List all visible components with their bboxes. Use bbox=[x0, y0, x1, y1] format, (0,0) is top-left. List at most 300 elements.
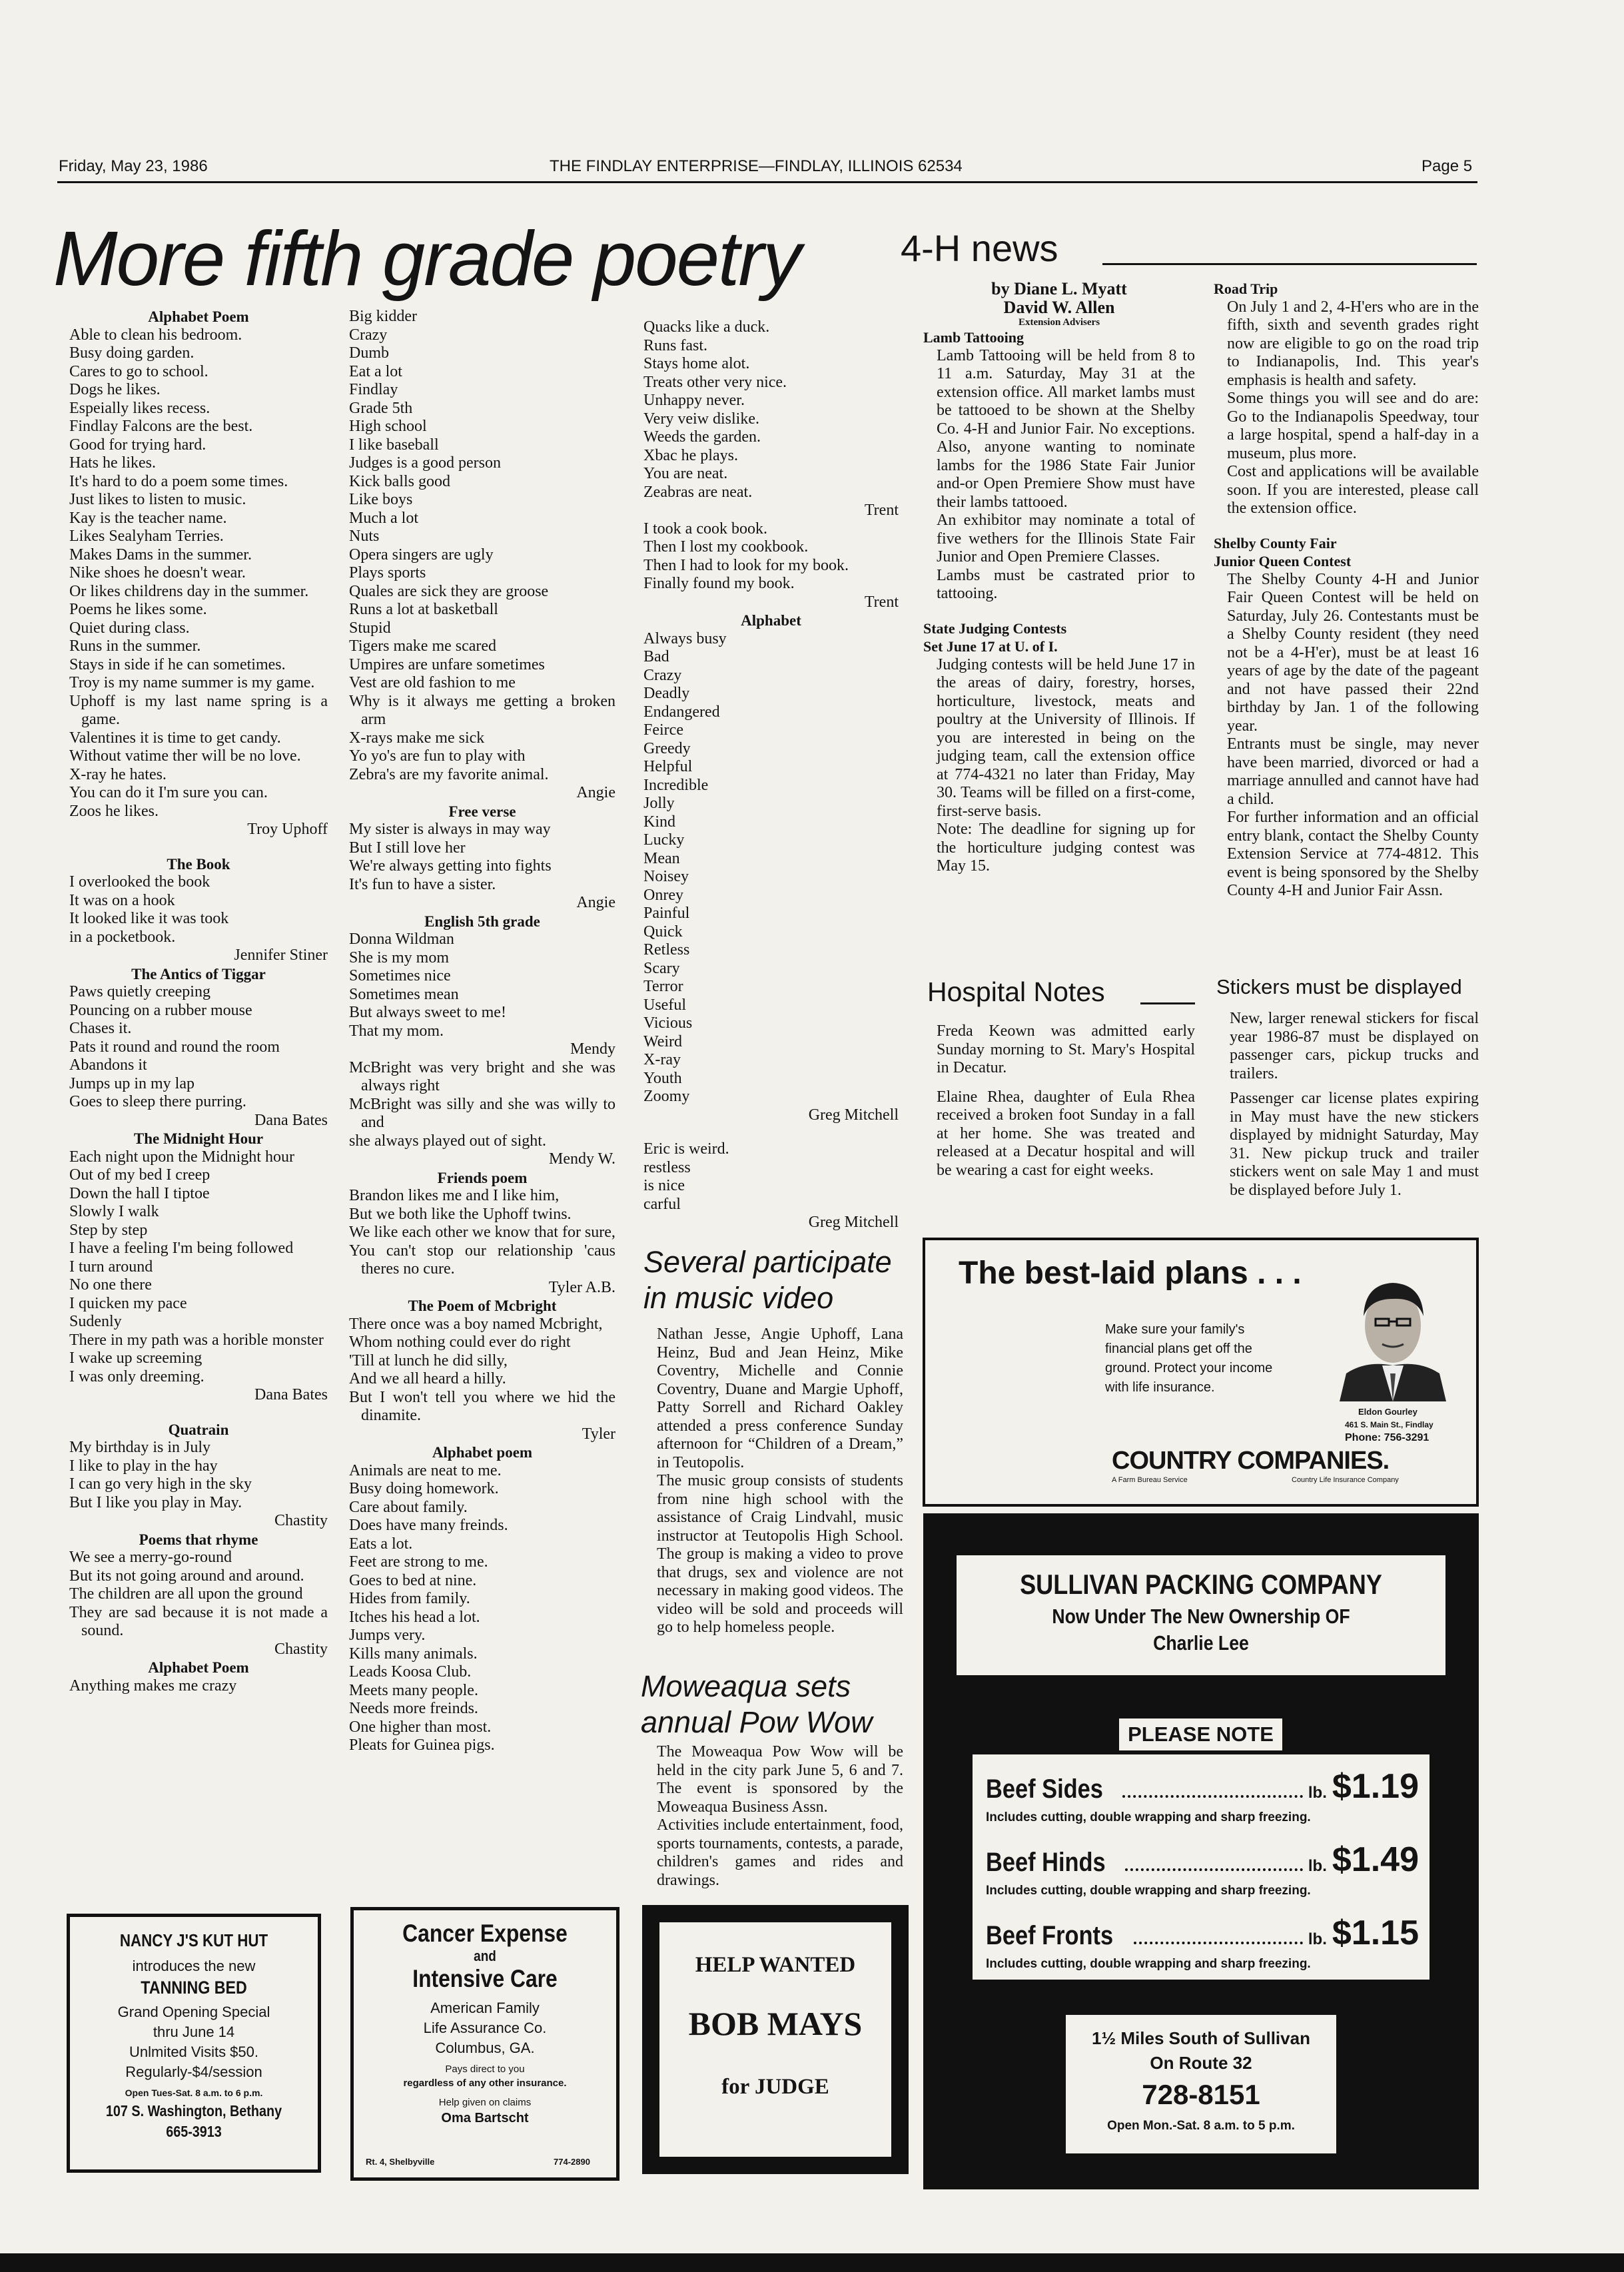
poem-line: I can go very high in the sky bbox=[69, 1475, 252, 1493]
price-leader bbox=[1125, 1868, 1303, 1871]
pow-wow-p1: The Moweaqua Pow Wow will be held in the city park June 5, 6 and 7. The event is sponsored by the Moweaqua Business Assn. bbox=[657, 1743, 903, 1816]
poem-column-2 bbox=[349, 308, 615, 1755]
poem-line: Onrey bbox=[643, 886, 683, 904]
poem-line: My sister is always in may way bbox=[349, 821, 551, 838]
poem-line: Meets many people. bbox=[349, 1681, 478, 1699]
lamb-p3: Lambs must be castrated prior to tattooing. bbox=[937, 566, 1195, 602]
cancer-line-12: 774-2890 bbox=[554, 2157, 590, 2167]
poem-line: But I still love her bbox=[349, 839, 466, 857]
cancer-line-4: American Family bbox=[430, 2000, 540, 2016]
poem-line: Kick balls good bbox=[349, 472, 450, 490]
lamb-p1: Lamb Tattooing will be held from 8 to 11 a.m. Saturday, May 31 at the extension office. All market lambs must be tattooed to be shown at the Shelby Co. 4-H and Junior Fair. No exceptions. Also, anyone wanting to nominate lambs for the 1986 State Fair Junior and-or Open Premiere Show must have their lambs tattooed. bbox=[937, 346, 1195, 511]
road-trip-p1: On July 1 and 2, 4-H'ers who are in the fifth, sixth and seventh grades right now are eligible to go on the road trip to Indianapolis, Ind. This year's emphasis is health and safety. bbox=[1227, 298, 1479, 389]
sullivan-note-badge: PLEASE NOTE bbox=[1119, 1718, 1282, 1750]
fourh-byline-1: by Diane L. Myatt bbox=[991, 279, 1127, 298]
poem-line: Zoos he likes. bbox=[69, 802, 159, 820]
poem-line: Good for trying hard. bbox=[69, 436, 206, 454]
page-headline: More fifth grade poetry bbox=[53, 215, 801, 302]
poem-line: And we all heard a hilly. bbox=[349, 1370, 506, 1387]
poem-line: But I like you play in May. bbox=[69, 1493, 242, 1511]
price-item-note: Includes cutting, double wrapping and sharp freezing. bbox=[986, 1884, 1311, 1898]
poem-line: Noisey bbox=[643, 868, 689, 885]
poem-line: Sometimes nice bbox=[349, 967, 451, 984]
poem-title: Poems that rhyme bbox=[139, 1531, 258, 1548]
poem-line: Eat a lot bbox=[349, 362, 402, 380]
poem-line: Grade 5th bbox=[349, 399, 413, 417]
paper-name: THE FINDLAY ENTERPRISE—FINDLAY, ILLINOIS 62534 bbox=[550, 157, 963, 175]
poem-line: Stays in side if he can sometimes. bbox=[69, 655, 286, 673]
pow-wow-p2: Activities include entertainment, food, sports tournaments, contests, a parade, children's games and rides and drawings. bbox=[657, 1816, 903, 1889]
poem-title: Free verse bbox=[448, 803, 516, 820]
poem-author: Mendy W. bbox=[548, 1150, 615, 1168]
poem-line: We like each other we know that for sure, bbox=[349, 1224, 615, 1241]
cancer-line-10: Oma Bartscht bbox=[441, 2111, 529, 2125]
poem-line: Eric is weird. bbox=[643, 1140, 729, 1158]
poem-line: Paws quietly creeping bbox=[69, 983, 210, 1000]
poem-line: Scary bbox=[643, 959, 680, 977]
poem-line: Yo yo's are fun to play with bbox=[349, 747, 526, 765]
poem-column-3 bbox=[643, 318, 899, 1232]
poem-author: Trent bbox=[864, 502, 899, 519]
poem-line: Quales are sick they are groose bbox=[349, 582, 549, 600]
poem-author: Jennifer Stiner bbox=[234, 947, 328, 964]
poem-author: Chastity bbox=[274, 1640, 328, 1658]
poem-title: Alphabet poem bbox=[432, 1444, 533, 1461]
poem-line: Jolly bbox=[643, 795, 675, 812]
nancy-line-7: Open Tues-Sat. 8 a.m. to 6 p.m. bbox=[125, 2087, 263, 2098]
poem-line: Whom nothing could ever do right bbox=[349, 1333, 571, 1351]
fourh-column-left bbox=[923, 280, 1195, 876]
poem-line: Busy doing garden. bbox=[69, 344, 195, 362]
music-video-p2: The music group consists of students from nine high school with the assistance of Craig Lindvahl, music instructor at Teutopolis High School. The group is making a video to prove that drugs, sex and violence are not necessary in making good videos. The video will be sold and proceeds will go to help homeless people. bbox=[657, 1472, 903, 1636]
price-leader bbox=[1134, 1942, 1303, 1944]
poem-line: We're always getting into fights bbox=[349, 857, 552, 875]
price-item-name: Beef Fronts bbox=[986, 1921, 1114, 1950]
poem-line: Each night upon the Midnight hour bbox=[69, 1148, 294, 1166]
poem-author: Troy Uphoff bbox=[247, 821, 328, 838]
poem-line: Eats a lot. bbox=[349, 1535, 413, 1553]
help-wanted-ad bbox=[659, 1922, 891, 2157]
poem-line: Jumps up in my lap bbox=[69, 1074, 195, 1092]
bottom-edge bbox=[0, 2253, 1624, 2272]
price-unit: lb. bbox=[1308, 1857, 1327, 1875]
poem-line: she always played out of sight. bbox=[349, 1132, 546, 1150]
poem-line: Anything makes me crazy bbox=[69, 1677, 237, 1695]
cancer-expense-ad bbox=[350, 1907, 619, 2181]
poem-line: Step by step bbox=[69, 1221, 148, 1239]
poem-line: Finally found my book. bbox=[643, 575, 795, 592]
judging-subhead-1: State Judging Contests bbox=[923, 619, 1067, 637]
cancer-line-11: Rt. 4, Shelbyville bbox=[366, 2157, 435, 2167]
poem-line: Bad bbox=[643, 648, 669, 665]
poem-line: Youth bbox=[643, 1069, 682, 1087]
poem-line: You can't stop our relationship 'caus theres no cure. bbox=[349, 1242, 615, 1278]
pow-wow-article bbox=[643, 1743, 903, 1890]
poem-line: Hats he likes. bbox=[69, 454, 156, 472]
spacer bbox=[69, 1405, 328, 1421]
cancer-line-6: Columbus, GA. bbox=[435, 2040, 535, 2056]
hospital-heading-rule bbox=[1140, 1002, 1195, 1004]
page-number: Page 5 bbox=[1421, 157, 1473, 175]
poem-line: Deadly bbox=[643, 685, 690, 702]
nancy-line-5: Unlmited Visits $50. bbox=[129, 2044, 258, 2060]
issue-date: Friday, May 23, 1986 bbox=[59, 157, 208, 175]
music-video-headline: Several participate in music video bbox=[643, 1245, 892, 1315]
music-video-p1: Nathan Jesse, Angie Uphoff, Lana Heinz, Bud and Jean Heinz, Mike Coventry, Michelle and Connie Coventry, Duane and Margie Uphoff, Patty Sorrell and Richard Oakley attended a press conference Sunday afternoon for “Children of a Dream,” in Teutopolis. bbox=[657, 1325, 903, 1471]
poem-line: McBright was silly and she was willy to and bbox=[349, 1095, 615, 1131]
poem-line: Opera singers are ugly bbox=[349, 546, 494, 564]
price-value: $1.15 bbox=[1332, 1914, 1419, 1952]
sullivan-ad-panel-top bbox=[957, 1555, 1445, 1675]
poem-line: Abandons it bbox=[69, 1056, 147, 1074]
fair-p1: The Shelby County 4-H and Junior Fair Queen Contest will be held on Saturday, July 26. Contestants must be a Shelby County resident (they need not be a 4-H'er), must be at least 16 years of age by the date of the pageant and not have passed their 22nd birthday by Jan. 1 of the following year. bbox=[1227, 570, 1479, 735]
cancer-line-9: Help given on claims bbox=[438, 2097, 532, 2108]
poem-line: Busy doing homework. bbox=[349, 1480, 499, 1497]
poem-line: Then I had to look for my book. bbox=[643, 556, 849, 574]
road-trip-p3: Cost and applications will be available soon. If you are interested, please call the extension office. bbox=[1227, 463, 1479, 517]
poem-title: Friends poem bbox=[437, 1169, 528, 1186]
sullivan-location-2: On Route 32 bbox=[1150, 2053, 1252, 2073]
price-value: $1.49 bbox=[1332, 1840, 1419, 1879]
stickers-p2: Passenger car license plates expiring in May must have the new stickers displayed by midnight Saturday, May 31. New pickup truck and trailer stickers went on sale May 1 and must be displayed before July 1. bbox=[1230, 1090, 1479, 1199]
poem-line: Painful bbox=[643, 905, 690, 922]
poem-line: Kay is the teacher name. bbox=[69, 509, 227, 527]
poem-line: restless bbox=[643, 1158, 691, 1176]
help-line-3: for JUDGE bbox=[721, 2075, 829, 2099]
poem-line: Pats it round and round the room bbox=[69, 1038, 280, 1056]
poem-author: Angie bbox=[576, 784, 615, 801]
poem-line: I like baseball bbox=[349, 436, 439, 454]
sullivan-hours: Open Mon.-Sat. 8 a.m. to 5 p.m. bbox=[1107, 2119, 1295, 2133]
poem-line: Zeabras are neat. bbox=[643, 483, 753, 501]
poem-line: in a pocketbook. bbox=[69, 928, 176, 946]
fourh-byline-2: David W. Allen bbox=[1003, 297, 1115, 317]
poem-line: McBright was very bright and she was always right bbox=[349, 1058, 615, 1094]
poem-line: Sometimes mean bbox=[349, 985, 459, 1003]
header-rule bbox=[57, 181, 1477, 183]
poem-line: Nuts bbox=[349, 528, 380, 545]
poem-line: I took a cook book. bbox=[643, 520, 767, 538]
poem-line: Quiet during class. bbox=[69, 619, 190, 637]
poem-title: The Poem of Mcbright bbox=[408, 1298, 557, 1314]
road-trip-p2: Some things you will see and do are: Go to the Indianapolis Speedway, tour a large hospital, spend a half-day in a museum, plus more. bbox=[1227, 390, 1479, 462]
fair-subhead-1: Shelby County Fair bbox=[1214, 534, 1337, 552]
judging-subhead-2: Set June 17 at U. of I. bbox=[923, 638, 1058, 655]
poem-line: Vicious bbox=[643, 1014, 693, 1032]
poem-author: Greg Mitchell bbox=[808, 1214, 899, 1231]
poem-column-1 bbox=[69, 308, 328, 1695]
poem-line: Vest are old fashion to me bbox=[349, 674, 516, 691]
poem-line: Quick bbox=[643, 923, 683, 941]
sullivan-phone: 728-8151 bbox=[1142, 2079, 1260, 2110]
poem-line: Nike shoes he doesn't wear. bbox=[69, 564, 246, 581]
hospital-p1: Freda Keown was admitted early Sunday morning to St. Mary's Hospital in Decatur. bbox=[937, 1022, 1195, 1076]
poem-line: Hides from family. bbox=[349, 1590, 470, 1607]
poem-line: Helpful bbox=[643, 758, 693, 775]
poem-line: Greedy bbox=[643, 739, 691, 757]
poem-author: Dana Bates bbox=[254, 1111, 328, 1129]
country-ad-tag-left: A Farm Bureau Service bbox=[1112, 1476, 1188, 1484]
cancer-line-2: and bbox=[474, 1948, 496, 1964]
fourh-byline-3: Extension Advisers bbox=[1018, 317, 1100, 328]
poem-line: Like boys bbox=[349, 491, 413, 508]
judging-p1: Judging contests will be held June 17 in the areas of dairy, forestry, horses, horticulture, livestock, meats and poultry at the University of Illinois. If you are interested in being on the judging team, call the extension office at 774-4321 no later than Friday, May 30. Teams will be filled on a first-come, first-serve basis. bbox=[937, 655, 1195, 820]
poem-line: Just likes to listen to music. bbox=[69, 491, 246, 508]
poem-author: Tyler A.B. bbox=[548, 1278, 615, 1296]
poem-line: You are neat. bbox=[643, 465, 728, 482]
poem-line: But always sweet to me! bbox=[349, 1004, 506, 1021]
fair-subhead-2: Junior Queen Contest bbox=[1214, 553, 1352, 569]
poem-line: X-ray bbox=[643, 1051, 681, 1068]
poem-line: Runs a lot at basketball bbox=[349, 601, 498, 618]
poem-line: Able to clean his bedroom. bbox=[69, 326, 242, 344]
price-unit: lb. bbox=[1308, 1930, 1327, 1948]
poem-line: Runs in the summer. bbox=[69, 637, 201, 655]
poem-line: Mean bbox=[643, 849, 680, 867]
poem-title: Alphabet Poem bbox=[148, 1659, 249, 1676]
poem-title: The Antics of Tiggar bbox=[131, 965, 266, 982]
country-ad-agent: Eldon Gourley bbox=[1358, 1407, 1418, 1417]
poem-line: Weird bbox=[643, 1032, 683, 1050]
poem-line: Uphoff is my last name spring is a game. bbox=[69, 692, 328, 728]
poem-line: High school bbox=[349, 418, 427, 435]
poem-line: But we both like the Uphoff twins. bbox=[349, 1205, 572, 1223]
poem-author: Trent bbox=[864, 593, 899, 611]
poem-line: They are sad because it is not made a sound. bbox=[69, 1603, 328, 1639]
poem-line: Troy is my name summer is my game. bbox=[69, 674, 315, 691]
poem-line: Dumb bbox=[349, 344, 389, 362]
poem-title: Quatrain bbox=[168, 1421, 229, 1438]
music-video-article bbox=[643, 1325, 903, 1637]
poem-title: English 5th grade bbox=[424, 913, 540, 930]
poem-line: Does have many freinds. bbox=[349, 1517, 508, 1534]
poem-line: I was only dreeming. bbox=[69, 1367, 204, 1385]
poem-line: Why is it always me getting a broken arm bbox=[349, 692, 615, 728]
poem-line: Cares to go to school. bbox=[69, 362, 208, 380]
poem-line: My birthday is in July bbox=[69, 1439, 211, 1456]
lamb-p2: An exhibitor may nominate a total of five wethers for the Illinois State Fair Junior and Open Premiere Classes. bbox=[937, 512, 1195, 566]
judging-p2: Note: The deadline for signing up for the horticulture judging contest was May 15. bbox=[937, 821, 1195, 875]
poem-line: Makes Dams in the summer. bbox=[69, 546, 252, 564]
poem-title: The Midnight Hour bbox=[133, 1130, 264, 1147]
price-row bbox=[986, 1913, 1419, 1972]
poem-title: Alphabet Poem bbox=[148, 308, 249, 325]
fair-p3: For further information and an official entry blank, contact the Shelby County Extension Service at 774-4812. This event is being sponsored by the Shelby County 4-H and Junior Fair Assn. bbox=[1227, 809, 1479, 899]
poem-line: Kind bbox=[643, 813, 675, 831]
poem-line: Runs fast. bbox=[643, 336, 707, 354]
hospital-article bbox=[923, 1022, 1195, 1180]
poem-line: I like to play in the hay bbox=[69, 1457, 218, 1475]
poem-line: Itches his head a lot. bbox=[349, 1608, 480, 1626]
road-trip-subhead: Road Trip bbox=[1214, 280, 1278, 297]
poem-line: Donna Wildman bbox=[349, 931, 454, 948]
poem-line: Jumps very. bbox=[349, 1627, 426, 1644]
poem-line: It was on a hook bbox=[69, 891, 175, 909]
price-item-name: Beef Hinds bbox=[986, 1848, 1106, 1877]
poem-line: But I won't tell you where we hid the dinamite. bbox=[349, 1388, 615, 1424]
country-ad-phone: Phone: 756-3291 bbox=[1345, 1432, 1429, 1443]
poem-line: Pouncing on a rubber mouse bbox=[69, 1001, 252, 1019]
poem-author: Angie bbox=[576, 894, 615, 911]
price-item-name: Beef Sides bbox=[986, 1774, 1103, 1804]
poem-line: Or likes childrens day in the summer. bbox=[69, 582, 309, 600]
poem-line: Espeially likes recess. bbox=[69, 399, 210, 417]
fourh-heading-rule bbox=[1102, 263, 1477, 265]
poem-line: Poems he likes some. bbox=[69, 601, 207, 618]
hospital-heading: Hospital Notes bbox=[927, 976, 1105, 1007]
poem-line: Then I lost my cookbook. bbox=[643, 538, 809, 556]
poem-line: Umpires are unfare sometimes bbox=[349, 655, 545, 673]
price-value: $1.19 bbox=[1332, 1767, 1419, 1806]
cancer-line-8: regardless of any other insurance. bbox=[403, 2078, 567, 2089]
poem-line: Quacks like a duck. bbox=[643, 318, 770, 336]
stickers-article bbox=[1216, 1010, 1479, 1200]
poem-line: Dogs he likes. bbox=[69, 381, 161, 398]
country-ad-tag-right: Country Life Insurance Company bbox=[1292, 1476, 1399, 1484]
poem-line: Brandon likes me and I like him, bbox=[349, 1187, 560, 1204]
poem-line: It looked like it was took bbox=[69, 910, 229, 927]
lamb-subhead: Lamb Tattooing bbox=[923, 329, 1024, 346]
poem-line: Down the hall I tiptoe bbox=[69, 1184, 210, 1202]
cancer-line-5: Life Assurance Co. bbox=[423, 2020, 547, 2036]
nancy-line-8: 107 S. Washington, Bethany bbox=[105, 2102, 282, 2119]
poem-line: Findlay bbox=[349, 381, 398, 398]
poem-line: There in my path was a horible monster bbox=[69, 1331, 324, 1349]
poem-line: Pleats for Guinea pigs. bbox=[349, 1736, 495, 1754]
cancer-line-3: Intensive Care bbox=[412, 1965, 558, 1992]
poem-line: Xbac he plays. bbox=[643, 446, 738, 464]
poem-line: Stupid bbox=[349, 619, 391, 637]
sullivan-location-panel bbox=[1066, 2015, 1336, 2153]
fourh-heading: 4-H news bbox=[901, 227, 1058, 269]
nancy-kut-hut-ad bbox=[67, 1914, 321, 2173]
poem-line: Zebra's are my favorite animal. bbox=[349, 765, 549, 783]
spacer bbox=[643, 1124, 899, 1140]
poem-line: I overlooked the book bbox=[69, 873, 210, 891]
cancer-line-7: Pays direct to you bbox=[445, 2064, 525, 2075]
poem-line: Care about family. bbox=[349, 1498, 468, 1516]
poem-author: Dana Bates bbox=[254, 1386, 328, 1403]
nancy-line-2: TANNING BED bbox=[141, 1978, 247, 1998]
poem-line: Feet are strong to me. bbox=[349, 1553, 488, 1571]
help-line-1: HELP WANTED bbox=[695, 1953, 856, 1977]
poem-line: The children are all upon the ground bbox=[69, 1585, 303, 1603]
nancy-line-6: Regularly-$4/session bbox=[125, 2064, 262, 2080]
poem-line: No one there bbox=[69, 1276, 152, 1294]
nancy-line-4: thru June 14 bbox=[153, 2024, 235, 2040]
poem-line: That my mom. bbox=[349, 1022, 444, 1040]
poem-line: I have a feeling I'm being followed bbox=[69, 1240, 294, 1257]
poem-line: But its not going around and around. bbox=[69, 1567, 304, 1585]
poem-line: 'Till at lunch he did silly, bbox=[349, 1351, 508, 1369]
nancy-line-9: 665-3913 bbox=[166, 2123, 222, 2140]
nancy-name: NANCY J'S KUT HUT bbox=[119, 1930, 268, 1950]
poem-line: is nice bbox=[643, 1177, 685, 1194]
poem-line: Out of my bed I creep bbox=[69, 1166, 210, 1184]
hospital-p2: Elaine Rhea, daughter of Eula Rhea received a broken foot Sunday in a fall at her home. She was treated and released at a Decatur hospital and will be wearing a cast for eight weeks. bbox=[937, 1088, 1195, 1179]
poem-line: Judges is a good person bbox=[349, 454, 501, 472]
price-leader bbox=[1122, 1795, 1303, 1798]
poem-author: Chastity bbox=[274, 1512, 328, 1529]
poem-line: Findlay Falcons are the best. bbox=[69, 418, 253, 435]
poem-line: Zoomy bbox=[643, 1088, 690, 1105]
poem-line: Feirce bbox=[643, 721, 683, 739]
poem-line: Crazy bbox=[643, 666, 682, 684]
poem-author: Tyler bbox=[582, 1425, 615, 1443]
poem-line: Plays sports bbox=[349, 564, 426, 581]
poem-line: Treats other very nice. bbox=[643, 373, 787, 391]
poem-line: Very veiw dislike. bbox=[643, 410, 759, 428]
poem-line: Kills many animals. bbox=[349, 1645, 478, 1663]
poem-line: Likes Sealyham Terries. bbox=[69, 528, 224, 545]
agent-portrait bbox=[1333, 1260, 1453, 1401]
poem-line: Weeds the garden. bbox=[643, 428, 761, 446]
poem-title: Alphabet bbox=[741, 612, 801, 629]
country-ad-address: 461 S. Main St., Findlay bbox=[1345, 1420, 1433, 1429]
poem-line: One higher than most. bbox=[349, 1718, 492, 1736]
fair-p2: Entrants must be single, may never have been married, divorced or had a marriage annulled and cannot have had a child. bbox=[1227, 735, 1479, 808]
poem-line: Always busy bbox=[643, 629, 727, 647]
poem-line: Incredible bbox=[643, 776, 709, 794]
price-item-note: Includes cutting, double wrapping and sharp freezing. bbox=[986, 1810, 1311, 1824]
fourh-column-right bbox=[1214, 280, 1479, 901]
cancer-line-1: Cancer Expense bbox=[402, 1920, 568, 1947]
country-ad-body: Make sure your family's financial plans get off the ground. Protect your income with life insurance. bbox=[1105, 1322, 1273, 1395]
sullivan-line-1: Now Under The New Ownership OF bbox=[1052, 1605, 1350, 1628]
price-item-note: Includes cutting, double wrapping and sharp freezing. bbox=[986, 1957, 1311, 1971]
poem-line: Sudenly bbox=[69, 1313, 122, 1330]
poem-line: We see a merry-go-round bbox=[69, 1549, 232, 1566]
poem-line: Endangered bbox=[643, 703, 720, 721]
price-row bbox=[986, 1840, 1419, 1898]
poem-author: Mendy bbox=[570, 1040, 615, 1058]
sullivan-location-1: 1½ Miles South of Sullivan bbox=[1092, 2028, 1310, 2048]
poem-line: I wake up screeming bbox=[69, 1349, 203, 1367]
sullivan-name: SULLIVAN PACKING COMPANY bbox=[1020, 1569, 1382, 1600]
poem-line: Useful bbox=[643, 996, 686, 1014]
sullivan-line-2: Charlie Lee bbox=[1153, 1631, 1249, 1655]
poem-line: Stays home alot. bbox=[643, 355, 750, 372]
country-ad-headline: The best-laid plans . . . bbox=[959, 1256, 1302, 1291]
poem-line: Slowly I walk bbox=[69, 1203, 159, 1220]
poem-line: It's fun to have a sister. bbox=[349, 875, 496, 893]
poem-line: I turn around bbox=[69, 1258, 153, 1276]
poem-line: You can do it I'm sure you can. bbox=[69, 784, 268, 801]
poem-line: Needs more freinds. bbox=[349, 1700, 478, 1717]
poem-line: Tigers make me scared bbox=[349, 637, 497, 655]
poem-author: Greg Mitchell bbox=[808, 1106, 899, 1124]
poem-line: X-rays make me sick bbox=[349, 729, 485, 747]
poem-line: Terror bbox=[643, 978, 683, 995]
poem-line: Crazy bbox=[349, 326, 388, 344]
price-row bbox=[986, 1766, 1419, 1825]
stickers-p1: New, larger renewal stickers for fiscal year 1986-87 must be displayed on passenger cars, pickup trucks and trailers. bbox=[1230, 1010, 1479, 1082]
poem-line: Much a lot bbox=[349, 509, 418, 527]
pow-wow-headline: Moweaqua sets annual Pow Wow bbox=[641, 1669, 873, 1739]
poem-line: Retless bbox=[643, 941, 690, 958]
poem-line: X-ray he hates. bbox=[69, 765, 167, 783]
nancy-line-1: introduces the new bbox=[132, 1958, 256, 1974]
sullivan-price-panel bbox=[973, 1754, 1429, 1980]
price-unit: lb. bbox=[1308, 1784, 1327, 1802]
poem-line: Big kidder bbox=[349, 308, 417, 325]
spacer bbox=[69, 839, 328, 855]
poem-line: Chases it. bbox=[69, 1020, 132, 1037]
stickers-heading: Stickers must be displayed bbox=[1216, 975, 1462, 998]
poem-line: Without vatime ther will be no love. bbox=[69, 747, 301, 765]
poem-title: The Book bbox=[167, 855, 230, 873]
poem-line: There once was a boy named Mcbright, bbox=[349, 1315, 603, 1333]
